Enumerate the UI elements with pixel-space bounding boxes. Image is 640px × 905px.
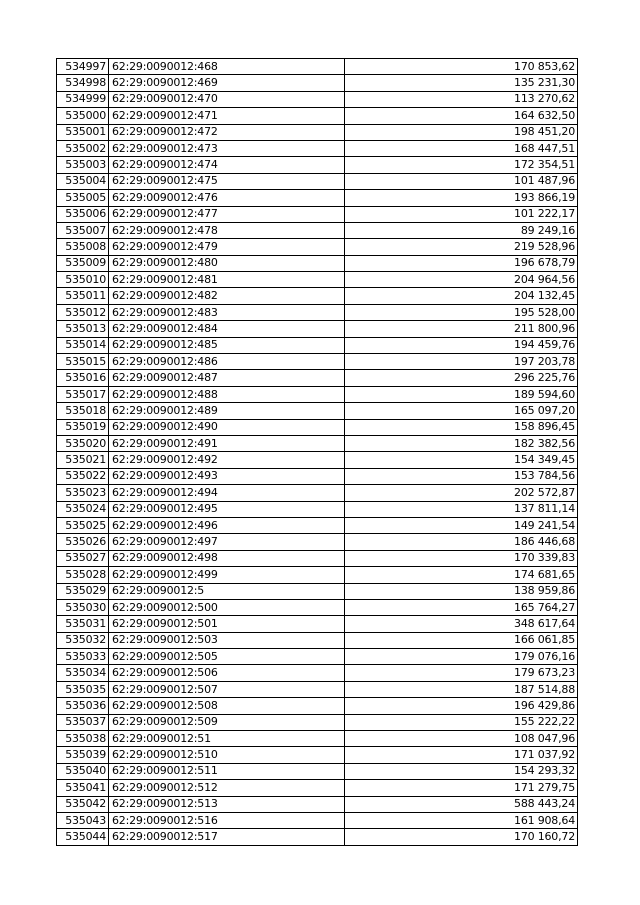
value-cell: 198 451,20	[345, 124, 578, 140]
cadastral-number-cell: 62:29:0090012:491	[109, 435, 345, 451]
table-row	[57, 452, 578, 468]
value-cell: 154 293,32	[345, 763, 578, 779]
value-cell: 296 225,76	[345, 370, 578, 386]
table-row	[57, 812, 578, 828]
table-row	[57, 501, 578, 517]
table-row	[57, 157, 578, 173]
cadastral-number-cell: 62:29:0090012:511	[109, 763, 345, 779]
cadastral-number-cell: 62:29:0090012:478	[109, 222, 345, 238]
table-row	[57, 665, 578, 681]
value-cell: 182 382,56	[345, 435, 578, 451]
value-cell: 189 594,60	[345, 386, 578, 402]
table-row	[57, 534, 578, 550]
row-number-cell: 535016	[57, 370, 109, 386]
table-row	[57, 206, 578, 222]
value-cell: 219 528,96	[345, 239, 578, 255]
table-row	[57, 517, 578, 533]
cadastral-number-cell: 62:29:0090012:499	[109, 567, 345, 583]
table-row	[57, 337, 578, 353]
table-row	[57, 649, 578, 665]
cadastral-number-cell: 62:29:0090012:479	[109, 239, 345, 255]
cadastral-number-cell: 62:29:0090012:507	[109, 681, 345, 697]
cadastral-number-cell: 62:29:0090012:482	[109, 288, 345, 304]
row-number-cell: 535022	[57, 468, 109, 484]
cadastral-number-cell: 62:29:0090012:488	[109, 386, 345, 402]
cadastral-number-cell: 62:29:0090012:5	[109, 583, 345, 599]
row-number-cell: 535014	[57, 337, 109, 353]
table-row	[57, 190, 578, 206]
cadastral-number-cell: 62:29:0090012:512	[109, 780, 345, 796]
row-number-cell: 535025	[57, 517, 109, 533]
table-row	[57, 731, 578, 747]
cadastral-number-cell: 62:29:0090012:474	[109, 157, 345, 173]
row-number-cell: 535017	[57, 386, 109, 402]
table-row	[57, 796, 578, 812]
value-cell: 211 800,96	[345, 321, 578, 337]
cadastral-number-cell: 62:29:0090012:469	[109, 75, 345, 91]
table-row	[57, 239, 578, 255]
table-row	[57, 354, 578, 370]
row-number-cell: 535004	[57, 173, 109, 189]
cadastral-number-cell: 62:29:0090012:509	[109, 714, 345, 730]
table-row	[57, 288, 578, 304]
table-row	[57, 567, 578, 583]
row-number-cell: 535041	[57, 780, 109, 796]
table-row	[57, 255, 578, 271]
table-row	[57, 763, 578, 779]
value-cell: 193 866,19	[345, 190, 578, 206]
value-cell: 155 222,22	[345, 714, 578, 730]
row-number-cell: 535006	[57, 206, 109, 222]
registry-table	[56, 58, 578, 846]
value-cell: 171 279,75	[345, 780, 578, 796]
table-row	[57, 321, 578, 337]
row-number-cell: 535019	[57, 419, 109, 435]
cadastral-number-cell: 62:29:0090012:477	[109, 206, 345, 222]
row-number-cell: 534997	[57, 59, 109, 75]
row-number-cell: 535018	[57, 403, 109, 419]
cadastral-number-cell: 62:29:0090012:472	[109, 124, 345, 140]
value-cell: 165 764,27	[345, 599, 578, 615]
cadastral-number-cell: 62:29:0090012:503	[109, 632, 345, 648]
value-cell: 138 959,86	[345, 583, 578, 599]
row-number-cell: 535029	[57, 583, 109, 599]
row-number-cell: 535037	[57, 714, 109, 730]
cadastral-number-cell: 62:29:0090012:498	[109, 550, 345, 566]
value-cell: 161 908,64	[345, 812, 578, 828]
row-number-cell: 535011	[57, 288, 109, 304]
value-cell: 196 429,86	[345, 698, 578, 714]
row-number-cell: 535027	[57, 550, 109, 566]
cadastral-number-cell: 62:29:0090012:473	[109, 140, 345, 156]
cadastral-number-cell: 62:29:0090012:480	[109, 255, 345, 271]
registry-table-body	[57, 59, 578, 846]
table-row	[57, 747, 578, 763]
value-cell: 164 632,50	[345, 108, 578, 124]
cadastral-number-cell: 62:29:0090012:494	[109, 485, 345, 501]
table-row	[57, 370, 578, 386]
value-cell: 186 446,68	[345, 534, 578, 550]
cadastral-number-cell: 62:29:0090012:516	[109, 812, 345, 828]
row-number-cell: 535031	[57, 616, 109, 632]
row-number-cell: 535020	[57, 435, 109, 451]
table-row	[57, 583, 578, 599]
table-row	[57, 173, 578, 189]
row-number-cell: 535038	[57, 731, 109, 747]
row-number-cell: 535024	[57, 501, 109, 517]
cadastral-number-cell: 62:29:0090012:495	[109, 501, 345, 517]
value-cell: 179 673,23	[345, 665, 578, 681]
row-number-cell: 535010	[57, 272, 109, 288]
table-row	[57, 632, 578, 648]
cadastral-number-cell: 62:29:0090012:505	[109, 649, 345, 665]
value-cell: 187 514,88	[345, 681, 578, 697]
value-cell: 204 964,56	[345, 272, 578, 288]
row-number-cell: 535028	[57, 567, 109, 583]
cadastral-number-cell: 62:29:0090012:483	[109, 304, 345, 320]
cadastral-number-cell: 62:29:0090012:475	[109, 173, 345, 189]
row-number-cell: 535002	[57, 140, 109, 156]
table-row	[57, 124, 578, 140]
table-row	[57, 550, 578, 566]
cadastral-number-cell: 62:29:0090012:51	[109, 731, 345, 747]
row-number-cell: 535035	[57, 681, 109, 697]
value-cell: 135 231,30	[345, 75, 578, 91]
row-number-cell: 535043	[57, 812, 109, 828]
value-cell: 204 132,45	[345, 288, 578, 304]
row-number-cell: 535030	[57, 599, 109, 615]
table-row	[57, 698, 578, 714]
value-cell: 149 241,54	[345, 517, 578, 533]
value-cell: 588 443,24	[345, 796, 578, 812]
row-number-cell: 535042	[57, 796, 109, 812]
row-number-cell: 535023	[57, 485, 109, 501]
cadastral-number-cell: 62:29:0090012:513	[109, 796, 345, 812]
cadastral-number-cell: 62:29:0090012:486	[109, 354, 345, 370]
value-cell: 348 617,64	[345, 616, 578, 632]
table-row	[57, 222, 578, 238]
value-cell: 179 076,16	[345, 649, 578, 665]
value-cell: 89 249,16	[345, 222, 578, 238]
table-row	[57, 829, 578, 845]
table-row	[57, 681, 578, 697]
value-cell: 168 447,51	[345, 140, 578, 156]
value-cell: 172 354,51	[345, 157, 578, 173]
table-row	[57, 419, 578, 435]
row-number-cell: 534998	[57, 75, 109, 91]
value-cell: 195 528,00	[345, 304, 578, 320]
value-cell: 154 349,45	[345, 452, 578, 468]
row-number-cell: 535032	[57, 632, 109, 648]
cadastral-number-cell: 62:29:0090012:489	[109, 403, 345, 419]
cadastral-number-cell: 62:29:0090012:508	[109, 698, 345, 714]
value-cell: 165 097,20	[345, 403, 578, 419]
value-cell: 197 203,78	[345, 354, 578, 370]
row-number-cell: 535034	[57, 665, 109, 681]
cadastral-number-cell: 62:29:0090012:493	[109, 468, 345, 484]
row-number-cell: 535040	[57, 763, 109, 779]
value-cell: 174 681,65	[345, 567, 578, 583]
value-cell: 170 160,72	[345, 829, 578, 845]
table-row	[57, 386, 578, 402]
table-row	[57, 59, 578, 75]
row-number-cell: 535021	[57, 452, 109, 468]
value-cell: 101 222,17	[345, 206, 578, 222]
row-number-cell: 535013	[57, 321, 109, 337]
cadastral-number-cell: 62:29:0090012:490	[109, 419, 345, 435]
cadastral-number-cell: 62:29:0090012:468	[109, 59, 345, 75]
row-number-cell: 535008	[57, 239, 109, 255]
row-number-cell: 535044	[57, 829, 109, 845]
cadastral-number-cell: 62:29:0090012:484	[109, 321, 345, 337]
table-row	[57, 75, 578, 91]
value-cell: 171 037,92	[345, 747, 578, 763]
table-row	[57, 435, 578, 451]
row-number-cell: 535015	[57, 354, 109, 370]
value-cell: 202 572,87	[345, 485, 578, 501]
table-row	[57, 485, 578, 501]
row-number-cell: 535000	[57, 108, 109, 124]
row-number-cell: 535003	[57, 157, 109, 173]
row-number-cell: 535007	[57, 222, 109, 238]
cadastral-number-cell: 62:29:0090012:487	[109, 370, 345, 386]
cadastral-number-cell: 62:29:0090012:500	[109, 599, 345, 615]
table-row	[57, 304, 578, 320]
row-number-cell: 535012	[57, 304, 109, 320]
cadastral-number-cell: 62:29:0090012:501	[109, 616, 345, 632]
table-row	[57, 272, 578, 288]
cadastral-number-cell: 62:29:0090012:481	[109, 272, 345, 288]
value-cell: 166 061,85	[345, 632, 578, 648]
value-cell: 170 853,62	[345, 59, 578, 75]
table-row	[57, 91, 578, 107]
cadastral-number-cell: 62:29:0090012:471	[109, 108, 345, 124]
value-cell: 108 047,96	[345, 731, 578, 747]
cadastral-number-cell: 62:29:0090012:492	[109, 452, 345, 468]
value-cell: 196 678,79	[345, 255, 578, 271]
cadastral-number-cell: 62:29:0090012:485	[109, 337, 345, 353]
table-row	[57, 403, 578, 419]
row-number-cell: 534999	[57, 91, 109, 107]
cadastral-number-cell: 62:29:0090012:470	[109, 91, 345, 107]
value-cell: 101 487,96	[345, 173, 578, 189]
row-number-cell: 535001	[57, 124, 109, 140]
value-cell: 137 811,14	[345, 501, 578, 517]
table-row	[57, 108, 578, 124]
row-number-cell: 535009	[57, 255, 109, 271]
cadastral-number-cell: 62:29:0090012:517	[109, 829, 345, 845]
cadastral-number-cell: 62:29:0090012:506	[109, 665, 345, 681]
table-row	[57, 468, 578, 484]
cadastral-number-cell: 62:29:0090012:496	[109, 517, 345, 533]
table-row	[57, 780, 578, 796]
row-number-cell: 535036	[57, 698, 109, 714]
table-row	[57, 599, 578, 615]
table-row	[57, 140, 578, 156]
cadastral-number-cell: 62:29:0090012:497	[109, 534, 345, 550]
value-cell: 113 270,62	[345, 91, 578, 107]
cadastral-number-cell: 62:29:0090012:510	[109, 747, 345, 763]
value-cell: 153 784,56	[345, 468, 578, 484]
cadastral-number-cell: 62:29:0090012:476	[109, 190, 345, 206]
row-number-cell: 535039	[57, 747, 109, 763]
value-cell: 170 339,83	[345, 550, 578, 566]
row-number-cell: 535033	[57, 649, 109, 665]
table-row	[57, 714, 578, 730]
table-row	[57, 616, 578, 632]
row-number-cell: 535026	[57, 534, 109, 550]
value-cell: 194 459,76	[345, 337, 578, 353]
value-cell: 158 896,45	[345, 419, 578, 435]
row-number-cell: 535005	[57, 190, 109, 206]
